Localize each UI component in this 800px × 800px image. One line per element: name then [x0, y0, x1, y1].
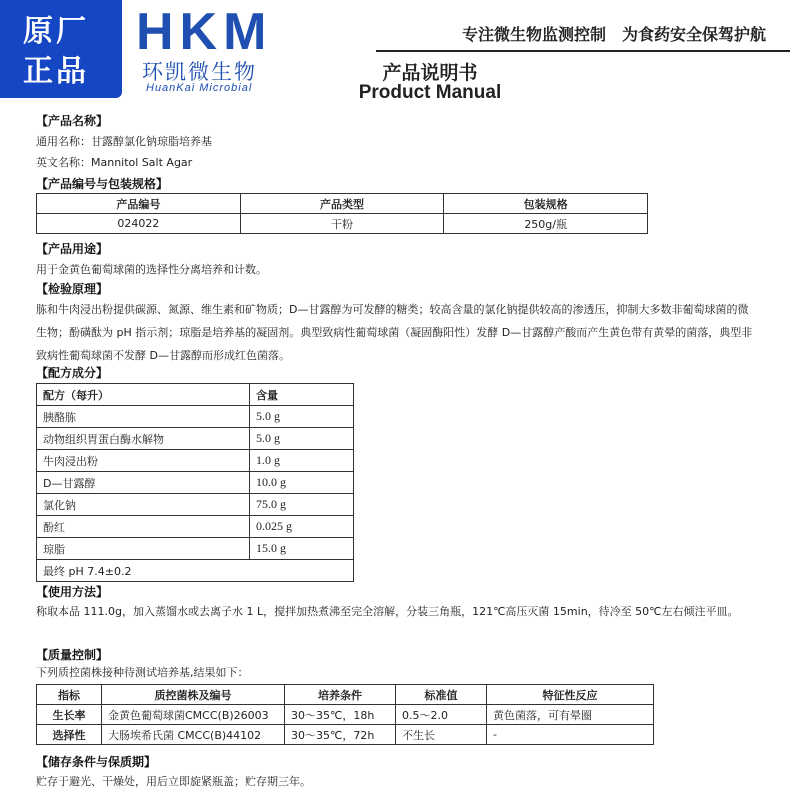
- table-cell: 干粉: [240, 214, 444, 234]
- table-cell: 牛肉浸出粉: [37, 450, 250, 472]
- table-cell: 琼脂: [37, 538, 250, 560]
- section-heading-method: 【使用方法】: [36, 585, 109, 599]
- table-row: [37, 494, 354, 516]
- table-header-cell: 指标: [37, 685, 102, 705]
- table-cell: 75.0 g: [250, 494, 354, 516]
- table-cell: 30～35℃，18h: [285, 705, 396, 725]
- section-heading-principle: 【检验原理】: [36, 282, 109, 296]
- table-header-cell: 包装规格: [444, 194, 648, 214]
- table-row: [37, 472, 354, 494]
- table-row: [37, 406, 354, 428]
- english-name: 英文名称：Mannitol Salt Agar: [36, 156, 193, 169]
- quality-table: [36, 684, 654, 745]
- page-title-cn: 产品说明书: [382, 62, 478, 84]
- table-header-cell: 配方（每升）: [37, 384, 250, 406]
- table-cell: 250g/瓶: [444, 214, 648, 234]
- table-cell: 氯化钠: [37, 494, 250, 516]
- table-cell: 不生长: [396, 725, 487, 745]
- table-row: [37, 428, 354, 450]
- section-heading-code: 【产品编号与包装规格】: [36, 177, 169, 191]
- table-cell: 动物组织胃蛋白酶水解物: [37, 428, 250, 450]
- table-header-cell: 质控菌株及编号: [102, 685, 285, 705]
- logo-mark: HKM: [136, 3, 273, 61]
- table-cell: 大肠埃希氏菌 CMCC(B)44102: [102, 725, 285, 745]
- table-cell: 5.0 g: [250, 406, 354, 428]
- table-header-row: [37, 194, 648, 214]
- table-cell: 0.5～2.0: [396, 705, 487, 725]
- table-header-cell: 产品类型: [240, 194, 444, 214]
- header-divider: [376, 50, 790, 52]
- company-logo: [136, 3, 346, 96]
- table-cell: 黄色菌落，可有晕圈: [487, 705, 654, 725]
- table-cell: 生长率: [37, 705, 102, 725]
- table-cell: -: [487, 725, 654, 745]
- table-cell: 选择性: [37, 725, 102, 745]
- table-cell: 024022: [37, 214, 241, 234]
- table-cell: 5.0 g: [250, 428, 354, 450]
- table-cell: 酚红: [37, 516, 250, 538]
- table-header-row: [37, 685, 654, 705]
- formula-table: [36, 383, 354, 582]
- section-heading-usage: 【产品用途】: [36, 242, 109, 256]
- table-row: [37, 538, 354, 560]
- table-row: [37, 516, 354, 538]
- usage-text: 用于金黄色葡萄球菌的选择性分离培养和计数。: [36, 263, 267, 276]
- table-header-cell: 产品编号: [37, 194, 241, 214]
- table-row: [37, 214, 648, 234]
- final-ph: 最终 pH 7.4±0.2: [37, 560, 354, 582]
- authentic-badge: [0, 0, 122, 98]
- table-header-cell: 培养条件: [285, 685, 396, 705]
- section-heading-storage: 【储存条件与保质期】: [36, 755, 157, 769]
- method-text: 称取本品 111.0g，加入蒸馏水或去离子水 1 L，搅拌加热煮沸至完全溶解，分装三角瓶，121℃高压灭菌 15min，待冷至 50℃左右倾注平皿。: [36, 605, 739, 618]
- section-heading-name: 【产品名称】: [36, 114, 109, 128]
- table-cell: 金黄色葡萄球菌CMCC(B)26003: [102, 705, 285, 725]
- table-header-cell: 含量: [250, 384, 354, 406]
- table-cell: D—甘露醇: [37, 472, 250, 494]
- table-cell: 胰酪胨: [37, 406, 250, 428]
- product-code-table: [36, 193, 648, 234]
- badge-line-2: 正品: [23, 54, 89, 89]
- logo-english-name: HuanKai Microbial: [146, 82, 253, 94]
- table-row: [37, 450, 354, 472]
- common-name: 通用名称：甘露醇氯化钠琼脂培养基: [36, 135, 212, 148]
- badge-line-1: 原厂: [23, 14, 89, 49]
- table-cell: 30～35℃，72h: [285, 725, 396, 745]
- page-title-en: Product Manual: [358, 82, 502, 103]
- table-row: [37, 725, 654, 745]
- company-slogan: 专注微生物监测控制 为食药安全保驾护航: [461, 25, 766, 44]
- table-header-row: [37, 384, 354, 406]
- table-cell: 15.0 g: [250, 538, 354, 560]
- table-header-cell: 特征性反应: [487, 685, 654, 705]
- table-row: [37, 705, 654, 725]
- table-cell: 10.0 g: [250, 472, 354, 494]
- table-cell: 1.0 g: [250, 450, 354, 472]
- table-row: [37, 560, 354, 582]
- section-heading-formula: 【配方成分】: [36, 366, 109, 380]
- logo-chinese-name: 环凯微生物: [142, 60, 257, 84]
- section-heading-quality: 【质量控制】: [36, 648, 109, 662]
- principle-text: 胨和牛肉浸出粉提供碳源、氮源、维生素和矿物质；D—甘露醇为可发酵的糖类；较高含量的氯化钠提供较高的渗透压，抑制大多数非葡萄球菌的微生物；酚磺酞为 pH 指示剂；琼脂是培养基的凝固剂。典型致病性葡萄球菌（凝固酶阳性）发酵 D—甘露醇产酸而产生黄色带有黄晕的菌落，典型非致病性葡萄球菌不发酵 D—甘露醇而形成红色菌落。: [36, 303, 753, 362]
- storage-text: 贮存于避光、干燥处，用后立即旋紧瓶盖；贮存期三年。: [36, 775, 311, 788]
- table-header-cell: 标准值: [396, 685, 487, 705]
- table-cell: 0.025 g: [250, 516, 354, 538]
- quality-intro: 下列质控菌株接种待测试培养基,结果如下：: [36, 666, 249, 679]
